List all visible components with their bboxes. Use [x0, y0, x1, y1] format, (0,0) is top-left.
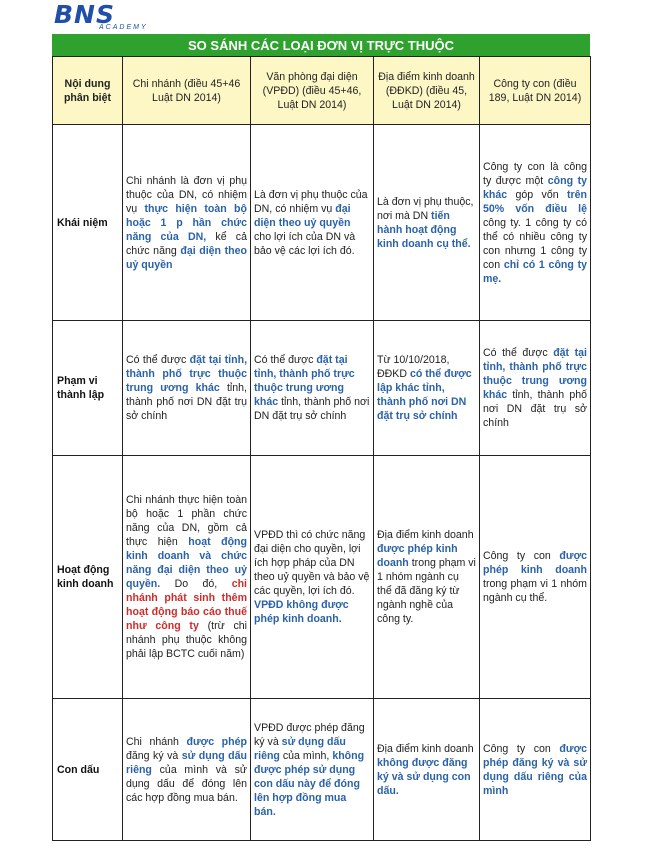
highlight-text: không được đăng ký và sử dụng con dấu. [377, 756, 471, 797]
cell-text: Công ty con [483, 550, 560, 562]
table-cell [480, 125, 591, 321]
highlight-text: được phép kinh doanh [377, 543, 458, 569]
row-label: Khái niệm [53, 125, 123, 321]
cell-text: tỉnh, thành phố nơi DN đặt trụ sở chính [254, 396, 370, 422]
warning-text: chi nhánh phát sinh thêm hoạt động báo cáo thuế như công ty [126, 578, 247, 632]
highlight-text: đặt tại tỉnh, thành phố trực thuộc trung ương khác [126, 354, 248, 394]
highlight-text: VPĐD không được phép kinh doanh. [254, 599, 349, 625]
cell-text: Địa điểm kinh doanh [377, 529, 474, 541]
cell-text: Công ty con [483, 742, 560, 755]
bns-academy-logo [54, 0, 154, 34]
cell-text: góp vốn [507, 188, 567, 201]
header-cell: Địa điểm kinh doanh (ĐĐKD) (điều 45, Luật DN 2014) [374, 57, 480, 125]
table-cell [374, 125, 480, 321]
logo-text: BNS [54, 0, 115, 29]
highlight-text: đặt tại tỉnh, thành phố trực thuộc trung ương khác [483, 347, 588, 401]
cell-text: Chi nhánh là đơn vị phụ thuộc của DN, có nhiệm vụ [126, 174, 247, 215]
cell-text: Từ 10/10/2018, ĐĐKD [377, 354, 450, 380]
cell-text: công ty. 1 công ty có thể có nhiều công ty con nhưng 1 công ty con [483, 216, 587, 271]
highlight-text: được phép [186, 735, 247, 748]
table-cell [374, 699, 480, 841]
highlight-text: sử dụng dấu riêng [126, 749, 247, 776]
cell-text: VPĐD được phép đăng ký và [254, 721, 365, 748]
table-row [53, 699, 591, 841]
table-row [53, 321, 591, 456]
cell-text: tỉnh, thành phố nơi DN đặt trụ sở chính [483, 389, 587, 429]
table-cell [123, 699, 251, 841]
cell-text: trong phạm vi 1 nhóm ngành cụ thể đã đăng ký từ ngành nghề của công ty. [377, 557, 476, 625]
cell-text: trong phạm vi 1 nhóm ngành cụ thể. [483, 578, 587, 604]
highlight-text: đại diện theo uỷ quyền [126, 244, 247, 271]
table-cell [251, 699, 374, 841]
table-cell [480, 321, 591, 456]
table-cell [374, 321, 480, 456]
cell-text: Do đó, [160, 578, 232, 590]
highlight-text: không được phép sử dụng con dấu này để đóng lên hợp đồng mua bán. [254, 749, 365, 818]
header-row [53, 57, 591, 125]
table-cell [480, 699, 591, 841]
cell-text: của mình, [279, 749, 333, 762]
header-cell: Công ty con (điều 189, Luật DN 2014) [480, 57, 591, 125]
comparison-table [52, 56, 591, 841]
row-label: Con dấu [53, 699, 123, 841]
highlight-text: được phép đăng ký và sử dụng dấu riêng của mình [483, 742, 587, 797]
cell-text: Có thể được [126, 354, 190, 366]
cell-text: Có thể được [254, 354, 317, 366]
cell-text: kể cả chức năng [126, 230, 247, 257]
header-cell: Văn phòng đại diện (VPĐD) (điều 45+46, Luật DN 2014) [251, 57, 374, 125]
table-cell [251, 125, 374, 321]
cell-text: VPĐD thì có chức năng đại diện cho quyền, lợi ích hợp pháp của DN theo uỷ quyền và bảo vệ các quyền, lợi ích đó. [254, 529, 370, 597]
table-row [53, 125, 591, 321]
cell-text: của mình và sử dụng dấu để đóng lên các hợp đồng mua bán. [126, 763, 247, 804]
cell-text: Là đơn vị phụ thuộc của DN, có nhiệm vụ [254, 188, 368, 215]
row-label: Phạm vi thành lập [53, 321, 123, 456]
highlight-text: có thể được lập khác tỉnh, thành phố nơi DN đặt trụ sở chính [377, 368, 472, 422]
table-row [53, 456, 591, 699]
cell-text: Chi nhánh thực hiện toàn bộ hoặc 1 phần chức năng của DN, gồm cả thực hiện [126, 494, 247, 548]
cell-text: cho lợi ích của DN và bảo vệ các lợi ích đó. [254, 230, 356, 257]
table-title: SO SÁNH CÁC LOẠI ĐƠN VỊ TRỰC THUỘC [52, 34, 590, 56]
table-cell [123, 456, 251, 699]
header-cell: Chi nhánh (điều 45+46 Luật DN 2014) [123, 57, 251, 125]
highlight-text: tiến hành hoạt động kinh doanh cụ thể. [377, 209, 471, 250]
table-cell [374, 456, 480, 699]
highlight-text: sử dụng dấu riêng [254, 735, 346, 762]
cell-text: Chi nhánh [126, 735, 187, 748]
header-cell: Nội dung phân biệt [53, 57, 123, 125]
highlight-text: hoạt động kinh doanh và chức năng đại diện theo uỷ quyền. [126, 536, 247, 590]
table-cell [251, 321, 374, 456]
highlight-text: đặt tại tỉnh, thành phố trực thuộc trung ương khác [254, 354, 355, 408]
table-cell [123, 321, 251, 456]
cell-text: đăng ký và [126, 749, 182, 762]
highlight-text: trên 50% vốn điều lệ [483, 188, 587, 215]
row-label: Hoạt động kinh doanh [53, 456, 123, 699]
cell-text: tỉnh, thành phố nơi DN đặt trụ sở chính [126, 382, 247, 422]
cell-text: Địa điểm kinh doanh [377, 742, 474, 755]
highlight-text: thực hiện toàn bộ hoặc 1 p hần chức năng của DN, [126, 202, 247, 243]
table-cell [251, 456, 374, 699]
cell-text: (trừ chi nhánh phụ thuộc không phải lập BCTC cuối năm) [126, 620, 247, 660]
logo-subtext: ACADEMY [99, 24, 148, 31]
cell-text: Công ty con là công ty được một [483, 160, 587, 187]
highlight-text: chỉ có 1 công ty mẹ. [483, 258, 587, 285]
table-cell [123, 125, 251, 321]
highlight-text: được phép kinh doanh [483, 550, 587, 576]
table-cell [480, 456, 591, 699]
highlight-text: đại diện theo uỷ quyền [254, 202, 351, 229]
highlight-text: công ty khác [483, 174, 587, 201]
cell-text: Là đơn vị phụ thuộc, nơi mà DN [377, 195, 474, 222]
cell-text: Có thể được [483, 347, 554, 359]
